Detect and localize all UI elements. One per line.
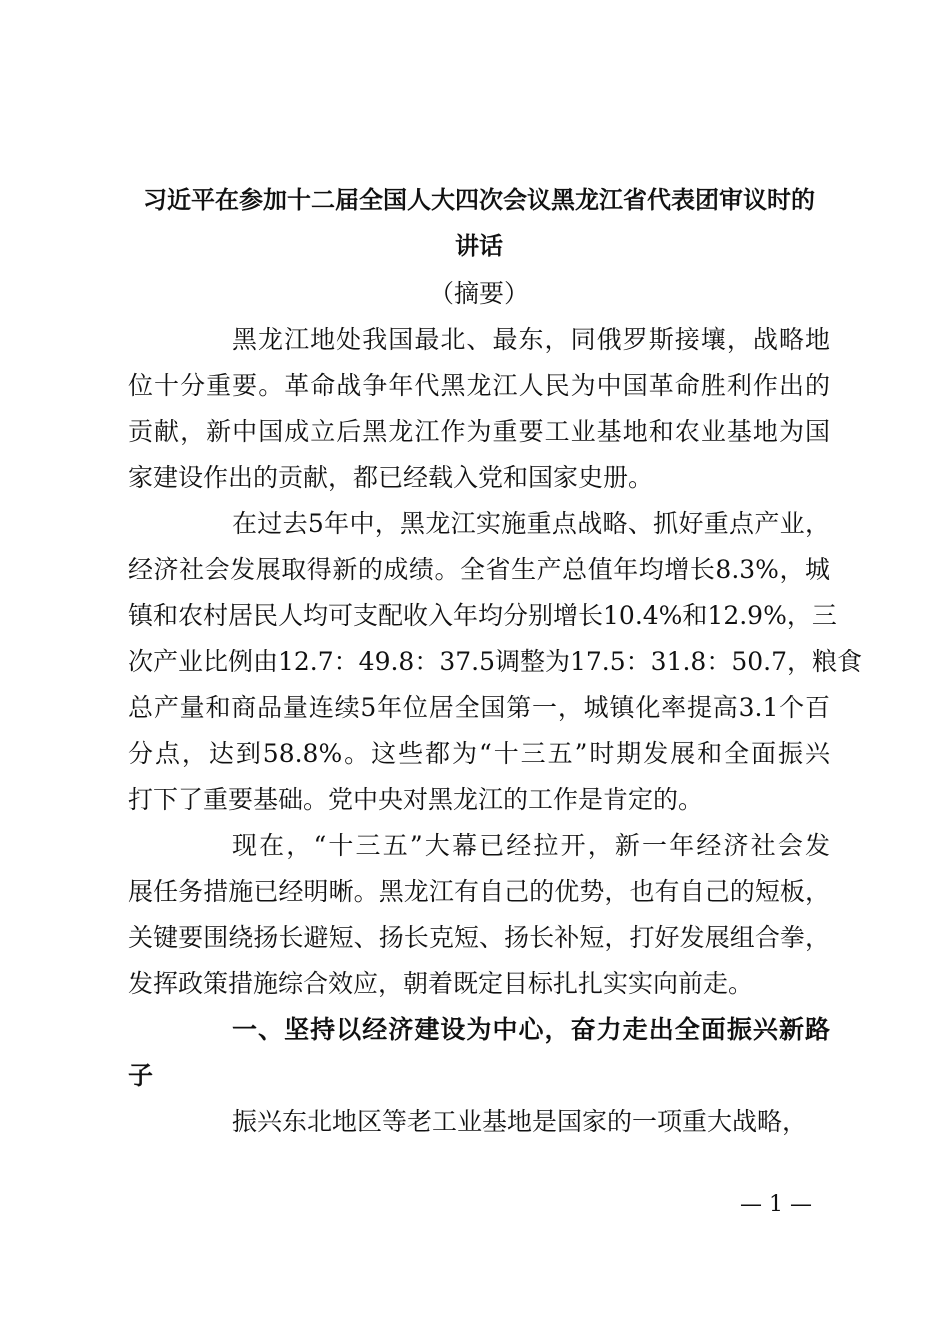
text-line: 在过去5年中，黑龙江实施重点战略、抓好重点产业，: [232, 509, 830, 538]
paragraph-2: [128, 501, 862, 823]
text-line: 位十分重要。革命战争年代黑龙江人民为中国革命胜利作出的: [128, 371, 830, 400]
text-line: 总产量和商品量连续5年位居全国第一，城镇化率提高3.1个百: [128, 693, 830, 722]
text-line: 打下了重要基础。党中央对黑龙江的工作是肯定的。: [128, 785, 704, 814]
text-line: 关键要围绕扬长避短、扬长克短、扬长补短，打好发展组合拳，: [128, 923, 830, 952]
text-line: 现在，“十三五”大幕已经拉开，新一年经济社会发: [232, 831, 830, 860]
text-line: 经济社会发展取得新的成绩。全省生产总值年均增长8.3%，城: [128, 555, 830, 584]
paragraph-3: [128, 823, 830, 1007]
text-line: 家建设作出的贡献，都已经载入党和国家史册。: [128, 463, 654, 492]
text-line: 展任务措施已经明晰。黑龙江有自己的优势，也有自己的短板，: [128, 877, 830, 906]
text-line: 次产业比例由12.7：49.8：37.5调整为17.5：31.8：50.7，粮食: [128, 647, 862, 676]
heading-line: 一、坚持以经济建设为中心，奋力走出全面振兴新路: [232, 1015, 830, 1044]
text-line: 镇和农村居民人均可支配收入年均分别增长10.4%和12.9%，三: [128, 601, 837, 630]
paragraph-4: [128, 1099, 830, 1145]
document-subtitle: （摘要）: [428, 279, 529, 308]
page-number: — 1 —: [740, 1192, 812, 1217]
paragraph-1: [128, 317, 830, 501]
text-line: 贡献，新中国成立后黑龙江作为重要工业基地和农业基地为国: [128, 417, 830, 446]
document-title-line-2: 讲话: [455, 231, 503, 260]
document-title-line-1: 习近平在参加十二届全国人大四次会议黑龙江省代表团审议时的: [143, 185, 815, 214]
text-line: 黑龙江地处我国最北、最东，同俄罗斯接壤，战略地: [232, 325, 830, 354]
document-body: [128, 317, 862, 1145]
heading-line: 子: [128, 1061, 154, 1090]
text-line: 发挥政策措施综合效应，朝着既定目标扎扎实实向前走。: [128, 969, 754, 998]
text-line: 分点，达到58.8%。这些都为“十三五”时期发展和全面振兴: [128, 739, 830, 768]
text-line: 振兴东北地区等老工业基地是国家的一项重大战略，: [232, 1107, 808, 1136]
section-heading-1: [128, 1007, 830, 1099]
